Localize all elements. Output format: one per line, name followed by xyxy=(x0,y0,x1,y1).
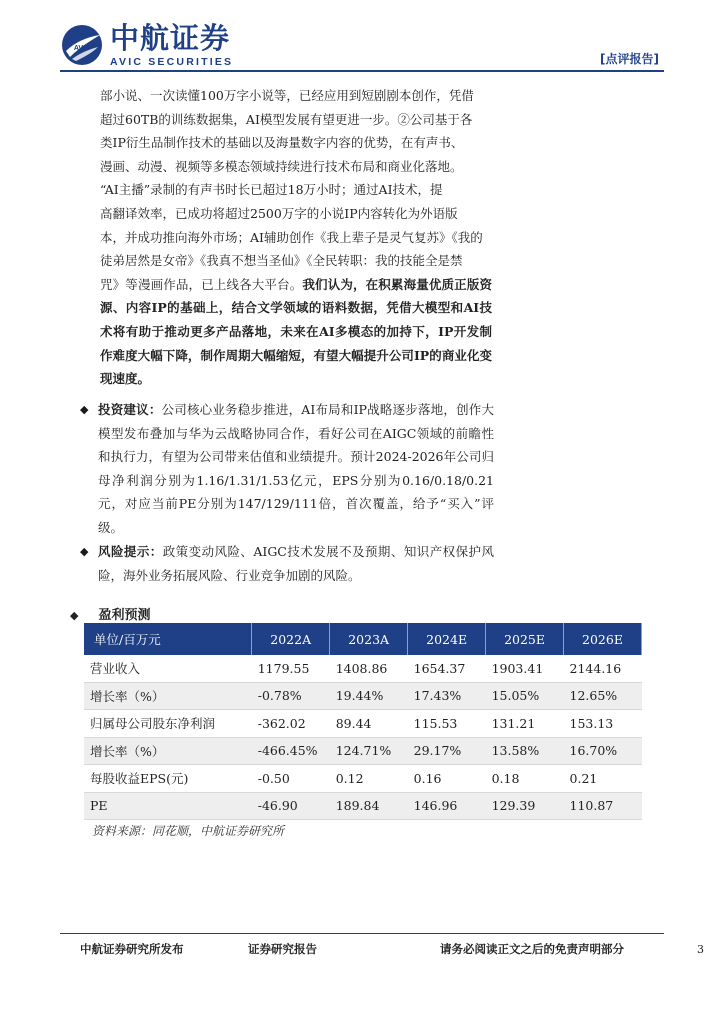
table-row xyxy=(84,792,642,820)
table-cell: 19.44% xyxy=(330,682,408,710)
paragraph-line: 漫画、动漫、视频等多模态领域持续进行技术布局和商业化落地。 xyxy=(100,158,463,174)
table-header-cell: 2025E xyxy=(486,623,564,655)
table-cell: 17.43% xyxy=(408,682,486,710)
paragraph-line: 徒弟居然是女帝》《我真不想当圣仙》《全民转职：我的技能全是禁 xyxy=(100,253,463,269)
paragraph-line: 高翻译效率，已成功将超过2500万字的小说IP内容转化为外语版 xyxy=(100,205,458,221)
table-cell: 189.84 xyxy=(330,792,408,820)
analysis-paragraph xyxy=(100,84,492,391)
brand-logo xyxy=(60,22,233,68)
report-type: [点评报告] xyxy=(600,52,659,66)
table-cell: 1654.37 xyxy=(408,655,486,682)
table-header-cell: 2022A xyxy=(252,623,330,655)
table-cell: 0.21 xyxy=(564,765,642,793)
investment-label: 投资建议： xyxy=(98,402,162,417)
diamond-bullet-icon: ◆ xyxy=(80,545,89,558)
table-row xyxy=(84,655,642,682)
forecast-title xyxy=(70,604,150,623)
table-cell: 营业收入 xyxy=(84,655,252,682)
table-cell: 153.13 xyxy=(564,710,642,738)
paragraph-line: 部小说、一次读懂100万字小说等，已经应用到短剧剧本创作，凭借 xyxy=(100,88,474,103)
header-divider xyxy=(60,70,664,72)
table-cell: PE xyxy=(84,792,252,820)
table-cell: 增长率（%） xyxy=(84,737,252,765)
data-source-note: 资料来源：同花顺，中航证券研究所 xyxy=(92,824,285,838)
table-cell: 146.96 xyxy=(408,792,486,820)
table-row xyxy=(84,737,642,765)
table-cell: 29.17% xyxy=(408,737,486,765)
footer-divider xyxy=(60,933,664,934)
table-row xyxy=(84,765,642,793)
table-header-row xyxy=(84,623,642,655)
svg-text:AVIC: AVIC xyxy=(73,45,91,52)
table-cell: 1179.55 xyxy=(252,655,330,682)
risk-warning xyxy=(80,540,494,587)
footer-publisher: 中航证券研究所发布 xyxy=(80,942,184,956)
table-cell: 129.39 xyxy=(486,792,564,820)
diamond-bullet-icon: ◆ xyxy=(80,403,89,416)
footer-report-kind: 证券研究报告 xyxy=(248,942,317,956)
paragraph-line: “AI主播”录制的有声书时长已超过18万小时；通过AI技术，提 xyxy=(100,182,443,198)
table-cell: -0.78% xyxy=(252,682,330,710)
risk-label: 风险提示： xyxy=(98,544,163,559)
logo-cn: 中航证券 xyxy=(110,21,231,55)
paragraph-line: 本，并成功推向海外市场；AI辅助创作《我上辈子是灵气复苏》《我的 xyxy=(100,229,483,245)
investment-text: 公司核心业务稳步推进，AI布局和IP战略逐步落地，创作大模型发布叠加与华为云战略协同合作，看好公司在AIGC领域的前瞻性和执行力，有望为公司带来估值和业绩提升。预计2024-2026年公司归母净利润分别为1.16/1.31/1.53亿元，EPS分别为0.16/0.18/0.21元，对应当前PE分别为147/129/111倍，首次覆盖，给予“买入”评级。 xyxy=(98,402,494,535)
earnings-forecast-table xyxy=(84,623,642,820)
table-cell: 2144.16 xyxy=(564,655,642,682)
table-header-cell: 2023A xyxy=(330,623,408,655)
logo-en: AVIC SECURITIES xyxy=(110,56,234,68)
table-cell: 每股收益EPS(元) xyxy=(84,765,252,793)
risk-text: 政策变动风险、AIGC技术发展不及预期、知识产权保护风险，海外业务拓展风险、行业竞争加剧的风险。 xyxy=(98,544,494,583)
investment-advice xyxy=(80,398,494,540)
table-cell: 1903.41 xyxy=(486,655,564,682)
table-cell: -362.02 xyxy=(252,710,330,738)
diamond-bullet-icon: ◆ xyxy=(70,609,79,622)
forecast-title-text: 盈利预测 xyxy=(98,608,151,623)
table-cell: 15.05% xyxy=(486,682,564,710)
table-cell: 115.53 xyxy=(408,710,486,738)
table-cell: 110.87 xyxy=(564,792,642,820)
table-cell: 131.21 xyxy=(486,710,564,738)
paragraph-bold-text: 我们认为，在积累海量优质正版资源、内容IP的基础上，结合文学领域的语料数据，凭借大模型和AI技术将有助于推动更多产品落地，未来在AI多模态的加持下，IP开发制作难度大幅下降，制作周期大幅缩短，有望大幅提升公司IP的商业化变现速度。 xyxy=(100,276,492,387)
table-cell: -46.90 xyxy=(252,792,330,820)
paragraph-line: 超过60TB的训练数据集，AI模型发展有望更进一步。②公司基于各 xyxy=(100,111,473,127)
table-cell: 16.70% xyxy=(564,737,642,765)
avic-logo-icon xyxy=(60,23,104,67)
table-header-cell: 2024E xyxy=(408,623,486,655)
table-cell: 13.58% xyxy=(486,737,564,765)
table-cell: 124.71% xyxy=(330,737,408,765)
paragraph-line: 类IP衍生品制作技术的基础以及海量数字内容的优势，在有声书、 xyxy=(100,135,464,151)
table-cell: -0.50 xyxy=(252,765,330,793)
table-cell: 1408.86 xyxy=(330,655,408,682)
table-header-cell: 单位/百万元 xyxy=(84,623,252,655)
table-cell: 0.18 xyxy=(486,765,564,793)
table-cell: 0.16 xyxy=(408,765,486,793)
table-cell: 0.12 xyxy=(330,765,408,793)
table-row xyxy=(84,682,642,710)
paragraph-mixed xyxy=(100,273,492,391)
table-cell: 归属母公司股东净利润 xyxy=(84,710,252,738)
table-cell: 89.44 xyxy=(330,710,408,738)
paragraph-normal-text: 咒》等漫画作品，已上线各大平台。 xyxy=(100,276,303,292)
table-cell: -466.45% xyxy=(252,737,330,765)
page-number: 3 xyxy=(697,943,704,956)
table-header-cell: 2026E xyxy=(564,623,642,655)
footer-disclaimer: 请务必阅读正文之后的免责声明部分 xyxy=(440,942,624,956)
table-cell: 12.65% xyxy=(564,682,642,710)
table-row xyxy=(84,710,642,738)
table-cell: 增长率（%） xyxy=(84,682,252,710)
